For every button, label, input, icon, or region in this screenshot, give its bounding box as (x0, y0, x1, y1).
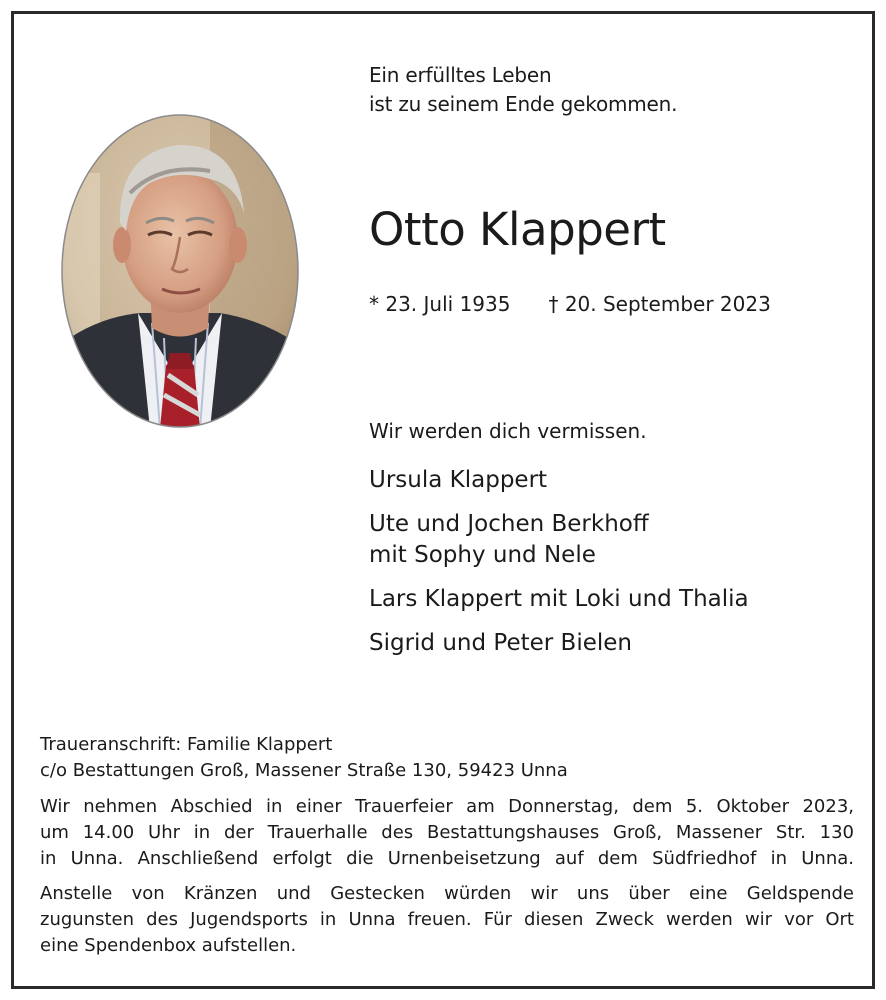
motto-line: ist zu seinem Ende gekommen. (369, 92, 678, 116)
donation-line: zugunsten des Jugendsports in Unna freuen. Für diesen Zweck werden wir vor Ort (40, 909, 854, 930)
motto-line: Ein erfülltes Leben (369, 63, 552, 87)
farewell-line: Wir werden dich vermissen. (369, 419, 647, 443)
address-line: c/o Bestattungen Groß, Massener Straße 130, 59423 Unna (40, 760, 568, 781)
mourner-line: Ursula Klappert (369, 467, 548, 493)
mourners-list (369, 465, 749, 659)
address-line: Traueranschrift: Familie Klappert (40, 734, 333, 755)
mourner-line: Sigrid und Peter Bielen (369, 630, 632, 656)
donation-line: eine Spendenbox aufstellen. (40, 935, 297, 956)
ceremony-paragraph (40, 794, 854, 872)
donation-paragraph (40, 881, 854, 959)
mourner-line: Lars Klappert mit Loki und Thalia (369, 586, 749, 612)
mourner-line: Ute und Jochen Berkhoff (369, 511, 649, 537)
donation-line: Anstelle von Kränzen und Gestecken würden wir uns über eine Geldspende (40, 883, 854, 904)
life-dates (369, 290, 771, 318)
portrait-photo-icon (60, 113, 300, 429)
funeral-information (40, 732, 854, 968)
mourner-line: mit Sophy und Nele (369, 542, 596, 568)
ceremony-line: in Unna. Anschließend erfolgt die Urnenbeisetzung auf dem Südfriedhof in Unna. (40, 848, 854, 869)
motto (369, 61, 677, 119)
deceased-name: Otto Klappert (369, 203, 666, 256)
ceremony-line: um 14.00 Uhr in der Trauerhalle des Bestattungshauses Groß, Massener Str. 130 (40, 822, 854, 843)
mourning-address (40, 732, 854, 784)
birth-date: * 23. Juli 1935 (369, 292, 511, 316)
death-date: † 20. September 2023 (548, 292, 771, 316)
ceremony-line: Wir nehmen Abschied in einer Trauerfeier am Donnerstag, dem 5. Oktober 2023, (40, 796, 854, 817)
